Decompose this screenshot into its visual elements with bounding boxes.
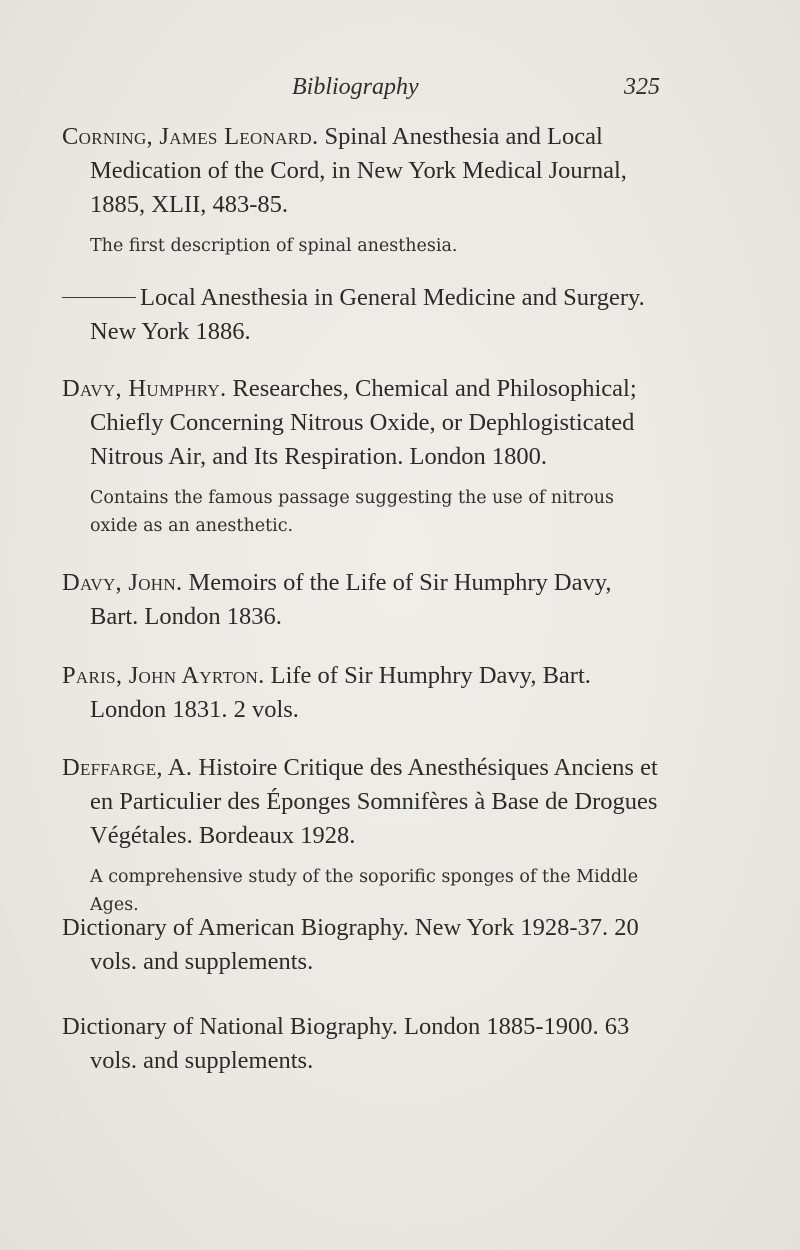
bibliography-entry-deffarge [62, 751, 662, 919]
entry-citation [62, 281, 662, 349]
entry-citation [62, 659, 662, 727]
entry-author: Corning, James Leonard. [62, 123, 319, 150]
entry-citation [62, 120, 662, 222]
bibliography-entry-corning-spinal [62, 120, 662, 260]
bibliography-entry-dnb [62, 1010, 662, 1078]
entry-author: Deffarge, A. [62, 754, 193, 781]
entry-text: Spinal Anesthesia and Local Medication of the Cord, in New York Medical Journal, 1885, XLII, 483-85. [90, 123, 627, 218]
entry-text: Dictionary of American Biography. New York 1928-37. 20 vols. and supplements. [62, 914, 639, 975]
entry-citation [62, 751, 662, 853]
entry-citation [62, 372, 662, 474]
entry-text: Researches, Chemical and Philosophical; Chiefly Concerning Nitrous Oxide, or Dephlogisticated Nitrous Air, and Its Respiration. London 1800. [90, 375, 637, 470]
entry-citation [62, 911, 662, 979]
bibliography-entry-corning-local [62, 281, 662, 349]
bibliography-entry-paris [62, 659, 662, 727]
entry-text: Histoire Critique des Anesthésiques Anciens et en Particulier des Éponges Somnifères à Base de Drogues Végétales. Bordeaux 1928. [90, 754, 658, 849]
entry-annotation: Contains the famous passage suggesting the use of nitrous oxide as an anesthetic. [90, 488, 614, 536]
entry-citation [62, 566, 662, 634]
entry-annotation: A comprehensive study of the soporific sponges of the Middle Ages. [90, 867, 639, 915]
entry-text: Life of Sir Humphry Davy, Bart. London 1831. 2 vols. [90, 662, 591, 723]
bibliography-entry-davy-john [62, 566, 662, 634]
page-number: 325 [624, 74, 660, 100]
page-header [62, 74, 662, 108]
running-title: Bibliography [292, 74, 419, 100]
entry-annotation: The first description of spinal anesthesia. [90, 236, 458, 256]
bibliography-entry-davy-humphry [62, 372, 662, 540]
entry-author: Davy, Humphry. [62, 375, 227, 402]
ditto-dash [62, 297, 136, 298]
entry-text: Dictionary of National Biography. London 1885-1900. 63 vols. and supplements. [62, 1013, 630, 1074]
entry-author: Davy, John. [62, 569, 183, 596]
entry-author: Paris, John Ayrton. [62, 662, 265, 689]
bibliography-entry-dab [62, 911, 662, 979]
entry-citation [62, 1010, 662, 1078]
entry-text: Local Anesthesia in General Medicine and Surgery. New York 1886. [90, 284, 645, 345]
entry-text: Memoirs of the Life of Sir Humphry Davy, Bart. London 1836. [90, 569, 612, 630]
